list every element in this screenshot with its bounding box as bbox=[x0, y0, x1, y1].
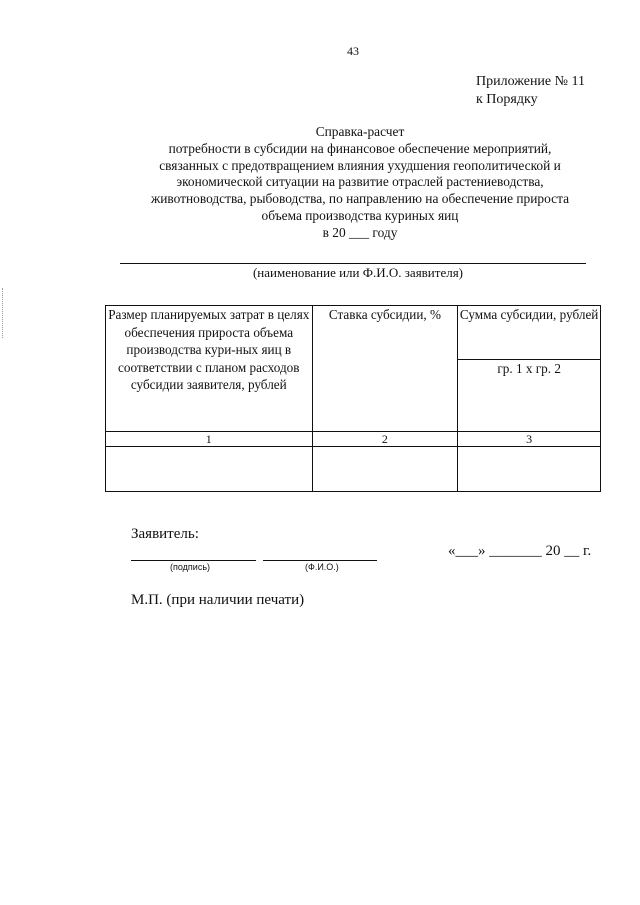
full-name-caption: (Ф.И.О.) bbox=[305, 562, 339, 572]
column-number-3: 3 bbox=[458, 432, 601, 447]
title-line: экономической ситуации на развитие отраслей растениеводства, bbox=[176, 174, 544, 190]
value-cell-subsidy-rate[interactable] bbox=[312, 447, 458, 492]
date-field[interactable]: «___» _______ 20 __ г. bbox=[448, 543, 592, 559]
title-line: связанных с предотвращением влияния ухудшения геополитической и bbox=[159, 157, 561, 173]
column-number-2: 2 bbox=[312, 432, 458, 447]
signature-caption: (подпись) bbox=[170, 562, 211, 572]
title-heading: Справка-расчет bbox=[315, 124, 405, 139]
value-cell-subsidy-amount[interactable] bbox=[458, 447, 601, 492]
title-line: потребности в субсидии на финансовое обеспечение мероприятий, bbox=[168, 140, 552, 156]
header-formula: гр. 1 х гр. 2 bbox=[458, 360, 601, 432]
value-cell-planned-costs[interactable] bbox=[106, 447, 313, 492]
header-planned-costs: Размер планируемых затрат в целях обеспечения прироста объема производства кури-ных яиц в соответствии с планом расходов субсидии заявителя, рублей bbox=[106, 306, 313, 432]
appendix-line-2: к Порядку bbox=[476, 92, 538, 107]
full-name-field[interactable] bbox=[263, 560, 377, 561]
stamp-note: М.П. (при наличии печати) bbox=[131, 592, 305, 608]
header-subsidy-amount: Сумма субсидии, рублей bbox=[458, 306, 601, 360]
header-subsidy-rate: Ставка субсидии, % bbox=[312, 306, 458, 432]
subsidy-calculation-table bbox=[105, 305, 601, 492]
title-line: животноводства, рыбоводства, по направлению на обеспечение прироста bbox=[150, 191, 570, 207]
page-number: 43 bbox=[347, 44, 359, 58]
applicant-name-field[interactable] bbox=[120, 263, 586, 264]
applicant-label: Заявитель: bbox=[131, 526, 199, 542]
appendix-line-1: Приложение № 11 bbox=[476, 74, 585, 89]
title-year-line: в 20 ___ году bbox=[322, 224, 398, 240]
document-title bbox=[118, 124, 602, 242]
appendix-reference bbox=[476, 73, 585, 109]
applicant-caption: (наименование или Ф.И.О. заявителя) bbox=[252, 265, 464, 280]
margin-mark bbox=[2, 288, 4, 338]
column-number-1: 1 bbox=[106, 432, 313, 447]
title-line: объема производства куриных яиц bbox=[261, 207, 459, 223]
signature-field[interactable] bbox=[131, 560, 256, 561]
